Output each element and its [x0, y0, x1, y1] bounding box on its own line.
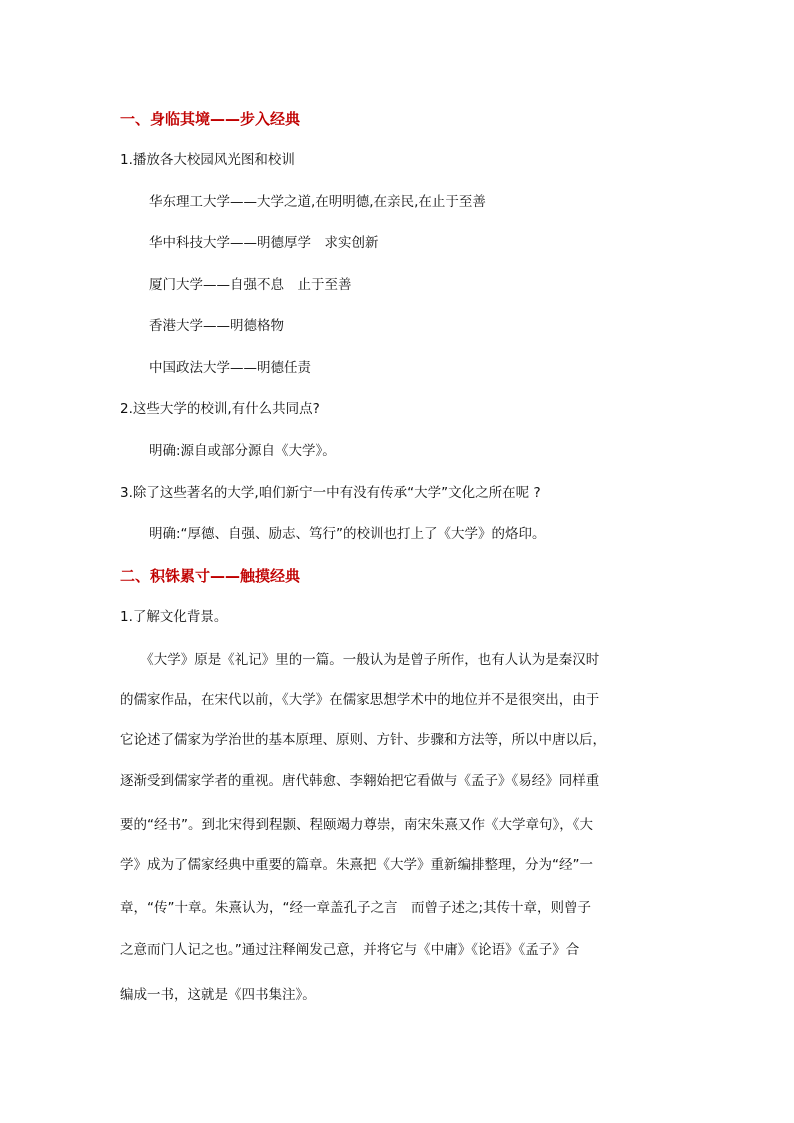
paragraph-line: 编成一书，这就是《四书集注》。	[120, 987, 316, 1003]
motto-cupl: 中国政法大学——明德任责	[149, 360, 311, 376]
paragraph-line: 要的“经书”。到北宋得到程颢、程颐竭力尊崇，南宋朱熹又作《大学章句》，《大	[120, 817, 593, 833]
paragraph-line: 《大学》原是《礼记》里的一篇。一般认为是曾子所作，也有人认为是秦汉时	[120, 652, 600, 668]
question-one: 1.播放各大校园风光图和校训	[120, 152, 295, 168]
motto-hku: 香港大学——明德格物	[149, 318, 284, 334]
paragraph-line: 它论述了儒家为学治世的基本原理、原则、方针、步骤和方法等，所以中唐以后，	[120, 732, 606, 748]
motto-xmu: 厦门大学——自强不息 止于至善	[149, 277, 352, 293]
question-two: 2.这些大学的校训,有什么共同点?	[120, 401, 320, 417]
answer-two: 明确:源自或部分源自《大学》。	[149, 443, 336, 459]
paragraph-line: 章，“传”十章。朱熹认为，“经一章盖孔子之言 而曾子述之;其传十章，则曾子	[120, 900, 592, 916]
paragraph-line: 学》成为了儒家经典中重要的篇章。朱熹把《大学》重新编排整理，分为“经”一	[120, 857, 593, 873]
motto-hust: 华中科技大学——明德厚学 求实创新	[149, 235, 379, 251]
motto-ecust: 华东理工大学——大学之道,在明明德,在亲民,在止于至善	[149, 194, 486, 210]
section-one-heading: 一、身临其境——步入经典	[120, 110, 301, 128]
section-two-item-one: 1.了解文化背景。	[120, 609, 228, 625]
paragraph-line: 之意而门人记之也。”通过注释阐发己意，并将它与《中庸》《论语》《孟子》合	[120, 942, 580, 958]
paragraph-line: 逐渐受到儒家学者的重视。唐代韩愈、李翱始把它看做与《孟子》《易经》同样重	[120, 773, 600, 789]
answer-three: 明确:“厚德、自强、励志、笃行”的校训也打上了《大学》的烙印。	[149, 526, 546, 542]
section-two-heading: 二、积铢累寸——触摸经典	[120, 567, 301, 585]
paragraph-line: 的儒家作品，在宋代以前，《大学》在儒家思想学术中的地位并不是很突出，由于	[120, 692, 600, 708]
question-three: 3.除了这些著名的大学,咱们新宁一中有没有传承“大学”文化之所在呢 ?	[120, 485, 541, 501]
